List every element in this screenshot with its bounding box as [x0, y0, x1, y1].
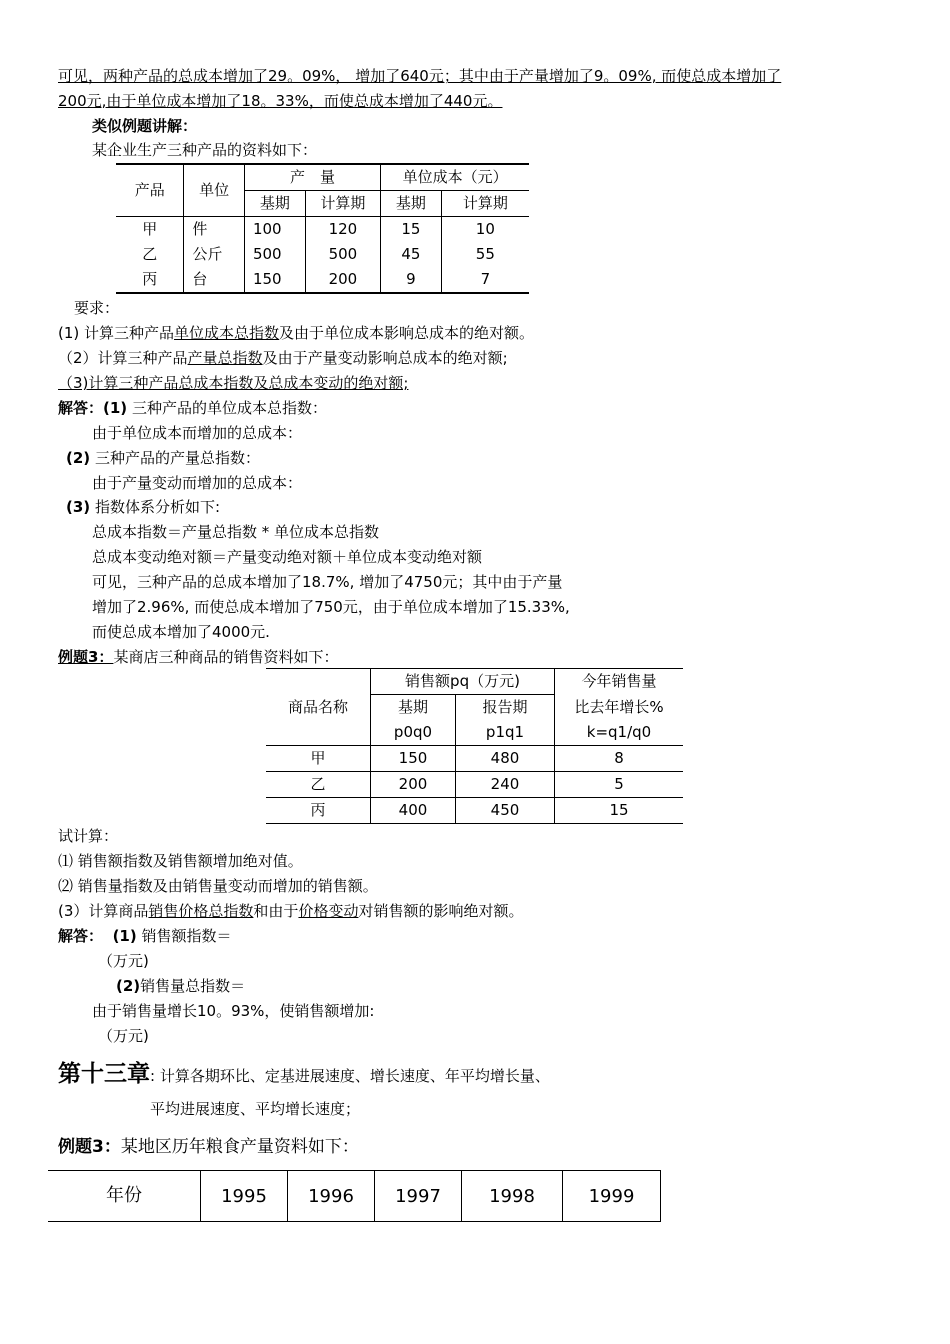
- index-system-line-3: 可见，三种产品的总成本增加了18.7%, 增加了4750元；其中由于产量: [92, 573, 563, 591]
- example-intro: 某地区历年粮食产量资料如下：: [120, 1137, 359, 1157]
- answer-3-text: 指数体系分析如下:: [94, 498, 220, 516]
- cell-base: 400: [371, 798, 456, 824]
- q3-middle: 和由于: [253, 902, 299, 920]
- cell-cost-calc: 7: [480, 270, 491, 288]
- q3-underlined-1: 销售价格总指数: [148, 902, 254, 920]
- cell-name: 乙: [266, 772, 371, 798]
- header-product-name: 商品名称: [266, 669, 371, 746]
- sales-table: [266, 668, 683, 824]
- header-growth-1: 今年销售量: [581, 672, 657, 691]
- q1-suffix: 及由于单位成本影响总成本的绝对额。: [279, 324, 535, 342]
- q2-suffix: 及由于产量变动影响总成本的绝对额;: [262, 349, 508, 367]
- header-cost-base: 基期: [381, 191, 442, 217]
- answer-1-sub: 由于单位成本而增加的总成本：: [92, 424, 303, 442]
- header-sales-report: 报告期: [456, 695, 555, 721]
- q1-prefix: (1) 计算三种产品: [58, 324, 175, 342]
- table-row: [266, 772, 683, 798]
- cell-output-base: 500: [244, 242, 305, 267]
- sales-question-3: [58, 901, 523, 921]
- answer-label: 解答：: [58, 927, 104, 945]
- cell-cost-base: 9: [381, 267, 442, 293]
- conclusion-line-1: 可见，两种产品的总成本增加了29。09%， 增加了640元；其中由于产量增加了9。09%, 而使总成本增加了: [58, 67, 782, 85]
- cell-cost-calc: 10: [475, 220, 495, 238]
- header-sales-report-symbol: p1q1: [456, 720, 555, 746]
- cell-product: 甲: [116, 217, 184, 243]
- index-system-line-1: 总成本指数＝产量总指数 * 单位成本总指数: [92, 523, 380, 541]
- table-row: [116, 267, 529, 293]
- answer-2: [66, 448, 260, 468]
- cell-base: 150: [371, 746, 456, 772]
- question-3: （3)计算三种产品总成本指数及总成本变动的绝对额;: [58, 374, 409, 392]
- answer-2-text: 三种产品的产量总指数：: [94, 449, 260, 467]
- cell-output-calc: 120: [305, 217, 380, 243]
- year-cell: 1997: [375, 1171, 462, 1222]
- header-output-calc: 计算期: [305, 191, 380, 217]
- table-row: [116, 242, 529, 267]
- cell-name: 丙: [266, 798, 371, 824]
- answer-1: [58, 398, 327, 418]
- unit-wan-yuan-1: （万元): [98, 952, 149, 970]
- answer-2-number: (2): [116, 977, 141, 995]
- question-2: [58, 348, 508, 368]
- chapter-description-2: 平均进展速度、平均增长速度；: [150, 1100, 361, 1118]
- answer-1-text: 三种产品的单位成本总指数：: [131, 399, 327, 417]
- index-system-line-2: 总成本变动绝对额＝产量变动绝对额＋单位成本变动绝对额: [92, 548, 483, 566]
- header-growth-2: 比去年增长%: [574, 697, 664, 716]
- year-cell: 1995: [201, 1171, 288, 1222]
- q2-prefix: （2）计算三种产品: [58, 349, 188, 367]
- sales-answer-1: [58, 926, 232, 946]
- cell-unit: 件: [184, 217, 245, 243]
- header-sales-base: 基期: [371, 695, 456, 721]
- year-cell: 1998: [462, 1171, 563, 1222]
- sales-answer-2: [116, 976, 245, 996]
- sales-question-1: ⑴ 销售额指数及销售额增加绝对值。: [58, 852, 303, 870]
- try-calculate-label: 试计算：: [58, 827, 119, 845]
- example-label: 例题3：: [58, 648, 114, 666]
- example-intro: 某商店三种商品的销售资料如下：: [113, 648, 339, 666]
- sales-answer-2-sub: 由于销售量增长10。93%，使销售额增加:: [92, 1002, 375, 1020]
- answer-label: 解答：: [58, 399, 104, 417]
- cell-unit: 公斤: [184, 242, 245, 267]
- q1-underlined: 单位成本总指数: [174, 324, 280, 342]
- cell-cost-base: 15: [381, 217, 442, 243]
- cell-growth: 15: [609, 801, 629, 819]
- grain-table: [48, 1170, 661, 1222]
- answer-1-text: 销售额指数＝: [141, 927, 232, 945]
- answer-3-number: (3): [66, 498, 91, 516]
- cell-growth: 8: [614, 749, 624, 767]
- header-output-base: 基期: [244, 191, 305, 217]
- answer-1-number: (1): [103, 399, 128, 417]
- cell-report: 480: [456, 746, 555, 772]
- cell-growth: 5: [614, 775, 624, 793]
- answer-2-sub: 由于产量变动而增加的总成本：: [92, 474, 303, 492]
- unit-wan-yuan-2: （万元): [98, 1027, 149, 1045]
- sales-question-2: ⑵ 销售量指数及由销售量变动而增加的销售额。: [58, 877, 378, 895]
- answer-2-text: 销售量总指数＝: [140, 977, 246, 995]
- product-cost-table: [116, 163, 529, 294]
- q3-underlined-2: 价格变动: [298, 902, 359, 920]
- example-3-sales-heading: [58, 647, 338, 667]
- answer-1-number: (1): [112, 927, 137, 945]
- header-output: 产 量: [244, 164, 380, 191]
- chapter-title: 第十三章: [58, 1061, 150, 1087]
- year-cell: 1996: [288, 1171, 375, 1222]
- similar-example-heading: 类似例题讲解：: [92, 117, 198, 135]
- header-unit-cost: 单位成本（元）: [381, 164, 529, 191]
- index-system-line-5: 而使总成本增加了4000元.: [92, 623, 270, 641]
- header-unit: 单位: [184, 164, 245, 217]
- chapter-13-heading: [58, 1058, 550, 1092]
- year-cell: 1999: [563, 1171, 661, 1222]
- header-sales: 销售额pq（万元): [371, 669, 555, 695]
- cell-output-calc: 200: [305, 267, 380, 293]
- cell-cost-base: 45: [381, 242, 442, 267]
- table-row: [266, 746, 683, 772]
- header-growth-3: k=q1/q0: [586, 723, 652, 741]
- cell-product: 乙: [116, 242, 184, 267]
- header-cost-calc: 计算期: [462, 194, 508, 212]
- cell-output-calc: 500: [305, 242, 380, 267]
- header-year: 年份: [48, 1171, 201, 1222]
- similar-example-intro: 某企业生产三种产品的资料如下：: [92, 141, 318, 159]
- answer-3: [66, 497, 220, 517]
- cell-report: 450: [456, 798, 555, 824]
- cell-output-base: 100: [244, 217, 305, 243]
- header-product: 产品: [116, 164, 184, 217]
- cell-product: 丙: [116, 267, 184, 293]
- answer-2-number: (2): [66, 449, 91, 467]
- table-row: [266, 798, 683, 824]
- cell-unit: 台: [184, 267, 245, 293]
- q3-prefix: (3）计算商品: [58, 902, 149, 920]
- chapter-description-1: : 计算各期环比、定基进展速度、增长速度、年平均增长量、: [150, 1067, 550, 1085]
- question-1: [58, 323, 534, 343]
- requirements-label: 要求：: [74, 299, 120, 317]
- cell-report: 240: [456, 772, 555, 798]
- q3-suffix: 对销售额的影响绝对额。: [358, 902, 524, 920]
- cell-base: 200: [371, 772, 456, 798]
- table-row: [116, 217, 529, 243]
- cell-output-base: 150: [244, 267, 305, 293]
- header-sales-base-symbol: p0q0: [371, 720, 456, 746]
- example-label: 例题3：: [58, 1137, 121, 1157]
- cell-name: 甲: [266, 746, 371, 772]
- conclusion-line-2: 200元,由于单位成本增加了18。33%，而使总成本增加了440元。: [58, 92, 503, 110]
- q2-underlined: 产量总指数: [187, 349, 263, 367]
- index-system-line-4: 增加了2.96%, 而使总成本增加了750元，由于单位成本增加了15.33%,: [92, 598, 570, 616]
- cell-cost-calc: 55: [475, 245, 495, 263]
- example-3-grain-heading: [58, 1135, 359, 1159]
